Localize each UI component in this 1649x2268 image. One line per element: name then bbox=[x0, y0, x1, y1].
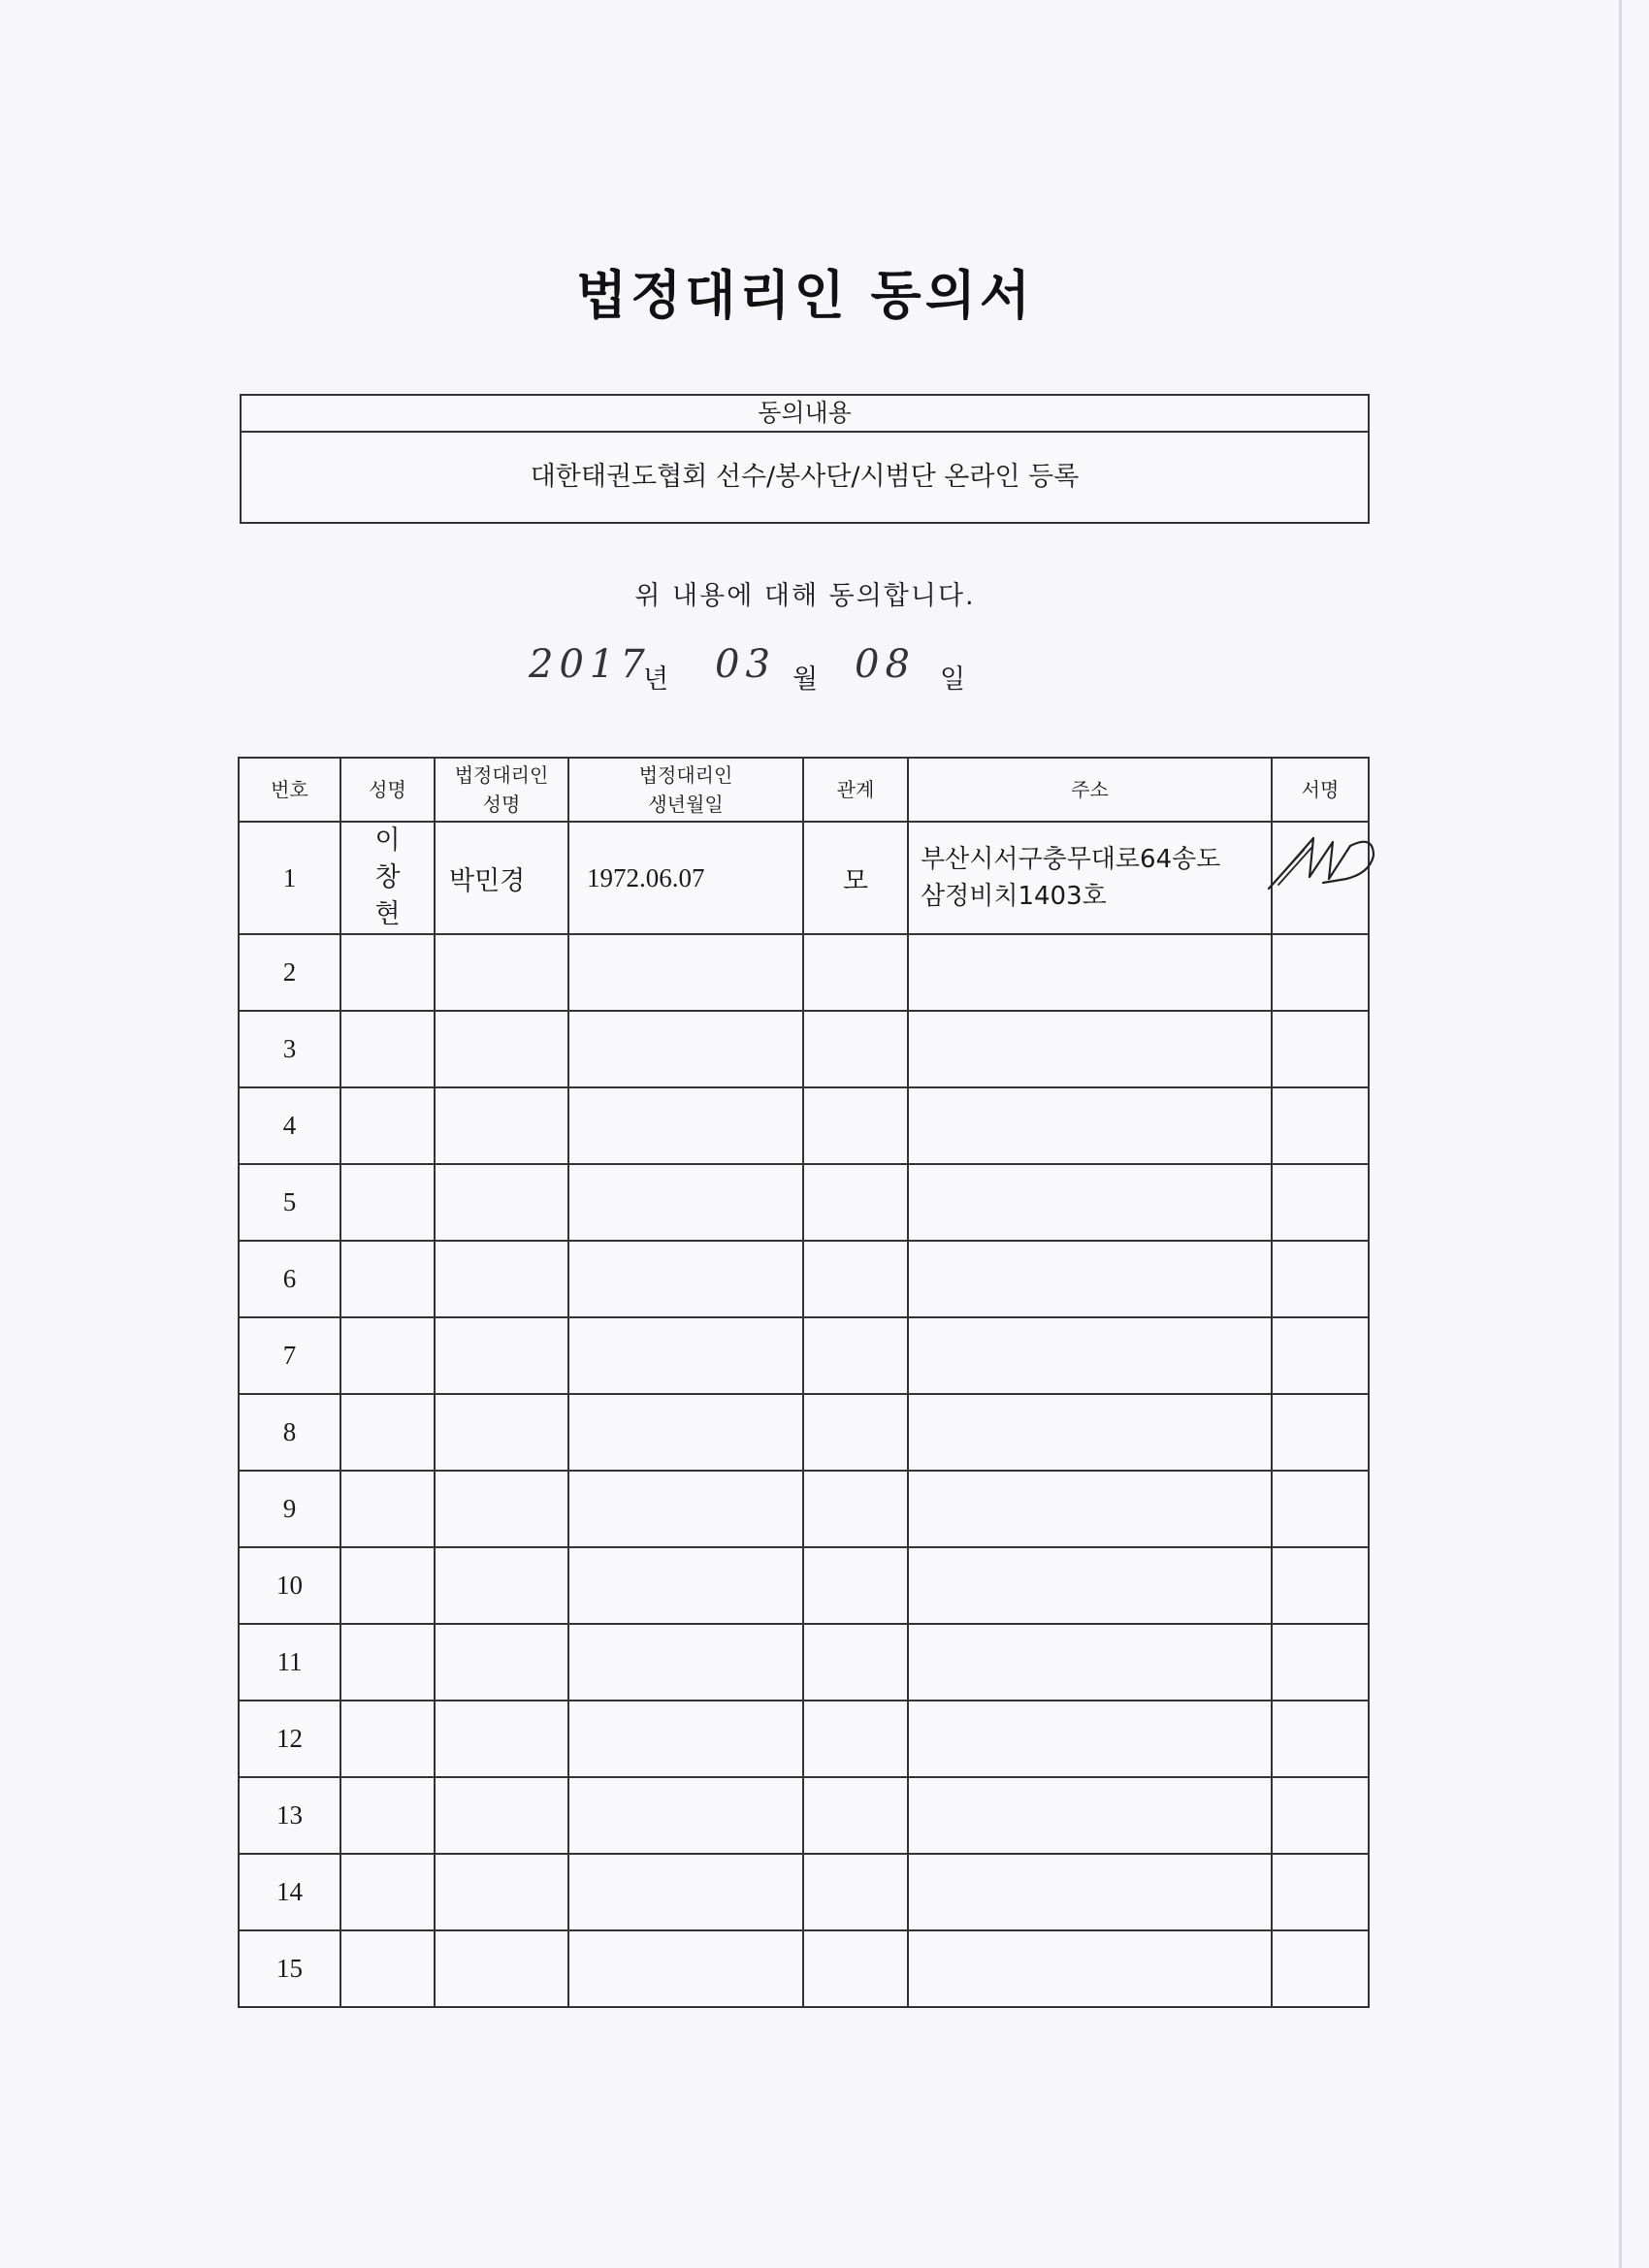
applicant-name bbox=[340, 1241, 435, 1317]
guardian-birthdate bbox=[568, 1547, 803, 1624]
header-address: 주소 bbox=[908, 758, 1272, 822]
header-signature: 서명 bbox=[1272, 758, 1369, 822]
header-name: 성명 bbox=[340, 758, 435, 822]
applicant-name bbox=[340, 1701, 435, 1777]
relation bbox=[803, 1011, 908, 1087]
address bbox=[908, 1930, 1272, 2007]
table-row bbox=[239, 1547, 1369, 1624]
table-row bbox=[239, 1394, 1369, 1471]
guardian-name bbox=[435, 1317, 568, 1394]
address bbox=[908, 1164, 1272, 1241]
address bbox=[908, 1624, 1272, 1701]
applicant-name bbox=[340, 1011, 435, 1087]
table-header-row bbox=[239, 758, 1369, 822]
row-number: 6 bbox=[239, 1241, 340, 1317]
signature-cell bbox=[1272, 1624, 1369, 1701]
signature-cell bbox=[1272, 1394, 1369, 1471]
guardian-birthdate bbox=[568, 1777, 803, 1854]
relation bbox=[803, 1854, 908, 1930]
row-number: 4 bbox=[239, 1087, 340, 1164]
agreement-text: 위 내용에 대해 동의합니다. bbox=[634, 581, 976, 611]
guardian-name bbox=[435, 934, 568, 1011]
address bbox=[908, 934, 1272, 1011]
date-month-unit: 월 bbox=[792, 664, 819, 695]
date-month: 03 bbox=[715, 642, 776, 687]
guardian-birthdate bbox=[568, 1011, 803, 1087]
applicant-name bbox=[340, 1624, 435, 1701]
relation bbox=[803, 1777, 908, 1854]
address bbox=[908, 1471, 1272, 1547]
address bbox=[908, 1087, 1272, 1164]
guardian-birthdate bbox=[568, 1471, 803, 1547]
applicant-name bbox=[340, 1547, 435, 1624]
table-row bbox=[239, 1777, 1369, 1854]
applicant-name bbox=[340, 1164, 435, 1241]
relation bbox=[803, 1701, 908, 1777]
applicant-name bbox=[340, 1317, 435, 1394]
date-day: 08 bbox=[855, 642, 916, 687]
row-number: 3 bbox=[239, 1011, 340, 1087]
table-row bbox=[239, 1011, 1369, 1087]
table-row bbox=[239, 934, 1369, 1011]
row-number: 1 bbox=[239, 822, 340, 934]
guardian-name bbox=[435, 1547, 568, 1624]
guardian-name bbox=[435, 1854, 568, 1930]
table-row bbox=[239, 1241, 1369, 1317]
address bbox=[908, 1777, 1272, 1854]
guardian-birthdate bbox=[568, 1930, 803, 2007]
row-number: 2 bbox=[239, 934, 340, 1011]
applicant-name bbox=[340, 1777, 435, 1854]
guardian-birthdate bbox=[568, 1624, 803, 1701]
signature-cell bbox=[1272, 1087, 1369, 1164]
guardian-birthdate bbox=[568, 1701, 803, 1777]
row-number: 8 bbox=[239, 1394, 340, 1471]
relation bbox=[803, 1394, 908, 1471]
guardian-name bbox=[435, 1777, 568, 1854]
guardian-birthdate: 1972.06.07 bbox=[568, 822, 803, 934]
guardian-birthdate bbox=[568, 934, 803, 1011]
address bbox=[908, 1317, 1272, 1394]
page-edge bbox=[1619, 0, 1622, 2268]
guardian-birthdate bbox=[568, 1087, 803, 1164]
date-line bbox=[529, 642, 1014, 710]
relation: 모 bbox=[803, 822, 908, 934]
relation bbox=[803, 1930, 908, 2007]
consent-body: 대한태권도협회 선수/봉사단/시범단 온라인 등록 bbox=[530, 462, 1080, 492]
row-number: 13 bbox=[239, 1777, 340, 1854]
address bbox=[908, 1854, 1272, 1930]
relation bbox=[803, 1547, 908, 1624]
signature-cell bbox=[1272, 1011, 1369, 1087]
address bbox=[908, 1547, 1272, 1624]
applicant-name bbox=[340, 1394, 435, 1471]
row-number: 14 bbox=[239, 1854, 340, 1930]
applicant-name bbox=[340, 1087, 435, 1164]
guardian-name bbox=[435, 1087, 568, 1164]
header-no: 번호 bbox=[239, 758, 340, 822]
guardian-birthdate bbox=[568, 1164, 803, 1241]
date-day-unit: 일 bbox=[940, 664, 966, 695]
guardian-name bbox=[435, 1241, 568, 1317]
date-year: 2017 bbox=[529, 642, 651, 687]
handwritten-signature bbox=[1265, 828, 1386, 896]
table-row bbox=[239, 1701, 1369, 1777]
relation bbox=[803, 934, 908, 1011]
relation bbox=[803, 1241, 908, 1317]
applicant-name bbox=[340, 1854, 435, 1930]
table-row bbox=[239, 822, 1369, 934]
guardian-name: 박민경 bbox=[435, 822, 568, 934]
signature-cell bbox=[1272, 1701, 1369, 1777]
applicant-name bbox=[340, 1930, 435, 2007]
guardian-birthdate bbox=[568, 1241, 803, 1317]
signature-cell bbox=[1272, 1471, 1369, 1547]
table-row bbox=[239, 1471, 1369, 1547]
consent-box bbox=[240, 394, 1370, 524]
row-number: 7 bbox=[239, 1317, 340, 1394]
signature-cell bbox=[1272, 934, 1369, 1011]
guardian-name bbox=[435, 1164, 568, 1241]
signature-cell bbox=[1272, 1547, 1369, 1624]
consent-header: 동의내용 bbox=[242, 396, 1368, 433]
date-year-unit: 년 bbox=[643, 664, 669, 695]
row-number: 12 bbox=[239, 1701, 340, 1777]
table-row bbox=[239, 1624, 1369, 1701]
guardian-name bbox=[435, 1701, 568, 1777]
row-number: 11 bbox=[239, 1624, 340, 1701]
header-relation: 관계 bbox=[803, 758, 908, 822]
guardian-name bbox=[435, 1471, 568, 1547]
signature-cell bbox=[1272, 1241, 1369, 1317]
signature-cell bbox=[1272, 1930, 1369, 2007]
row-number: 15 bbox=[239, 1930, 340, 2007]
guardian-birthdate bbox=[568, 1394, 803, 1471]
address bbox=[908, 1011, 1272, 1087]
applicant-name bbox=[340, 934, 435, 1011]
table-row bbox=[239, 1317, 1369, 1394]
row-number: 10 bbox=[239, 1547, 340, 1624]
applicant-name: 이 창 현 bbox=[340, 822, 435, 934]
relation bbox=[803, 1317, 908, 1394]
row-number: 5 bbox=[239, 1164, 340, 1241]
table-row bbox=[239, 1087, 1369, 1164]
guardian-birthdate bbox=[568, 1317, 803, 1394]
guardian-name bbox=[435, 1011, 568, 1087]
address bbox=[908, 1241, 1272, 1317]
registration-table bbox=[238, 757, 1370, 2008]
guardian-birthdate bbox=[568, 1854, 803, 1930]
table-row bbox=[239, 1164, 1369, 1241]
signature-cell bbox=[1272, 1164, 1369, 1241]
signature-cell bbox=[1272, 822, 1369, 934]
header-guardian-name: 법정대리인 성명 bbox=[435, 758, 568, 822]
relation bbox=[803, 1087, 908, 1164]
document-title: 법정대리인 동의서 bbox=[575, 265, 1035, 326]
signature-cell bbox=[1272, 1317, 1369, 1394]
guardian-name bbox=[435, 1394, 568, 1471]
address bbox=[908, 1394, 1272, 1471]
address: 부산시서구충무대로64송도 삼정비치1403호 bbox=[908, 822, 1272, 934]
signature-cell bbox=[1272, 1777, 1369, 1854]
relation bbox=[803, 1624, 908, 1701]
header-guardian-birth: 법정대리인 생년월일 bbox=[568, 758, 803, 822]
row-number: 9 bbox=[239, 1471, 340, 1547]
applicant-name bbox=[340, 1471, 435, 1547]
relation bbox=[803, 1471, 908, 1547]
guardian-name bbox=[435, 1624, 568, 1701]
table-row bbox=[239, 1930, 1369, 2007]
table-row bbox=[239, 1854, 1369, 1930]
address bbox=[908, 1701, 1272, 1777]
guardian-name bbox=[435, 1930, 568, 2007]
relation bbox=[803, 1164, 908, 1241]
signature-cell bbox=[1272, 1854, 1369, 1930]
